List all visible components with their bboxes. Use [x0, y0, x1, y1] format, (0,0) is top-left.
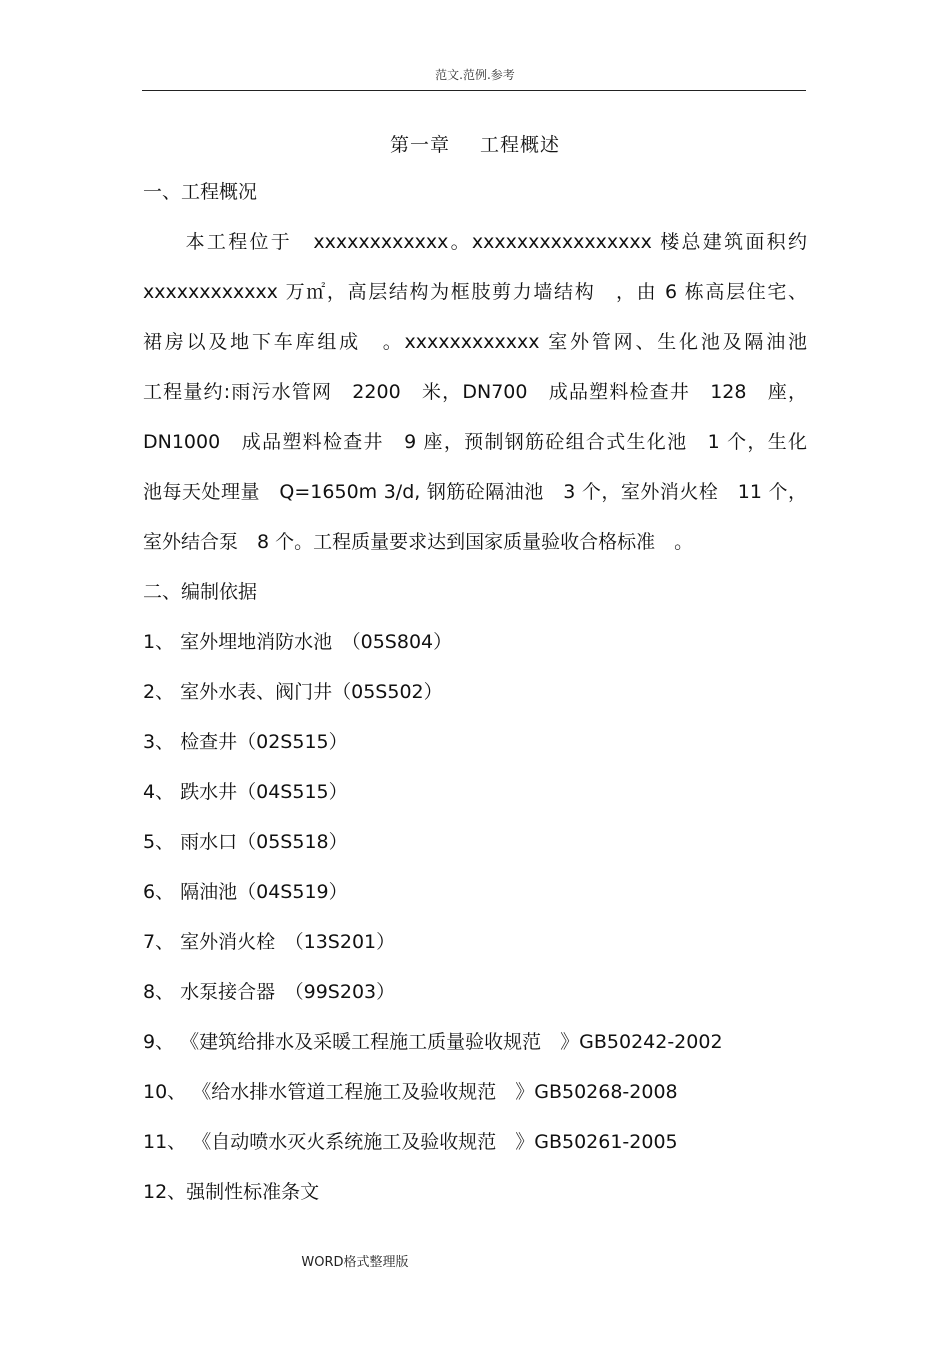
list-item: 6、 隔油池（04S519） — [143, 881, 348, 903]
page-footer: WORD格式整理版 — [301, 1255, 409, 1270]
list-item: 4、 跌水井（04S515） — [143, 781, 348, 803]
paragraph-line: 工程量约:雨污水管网 2200 米，DN700 成品塑料检查井 128 座， — [143, 381, 807, 403]
paragraph-line: 裙房以及地下车库组成 。xxxxxxxxxxxx 室外管网、生化池及隔油池 — [143, 331, 807, 353]
chapter-number: 第一章 — [389, 134, 450, 156]
list-item: 5、 雨水口（05S518） — [143, 831, 348, 853]
header-rule — [142, 90, 806, 91]
list-item: 9、 《建筑给排水及采暖工程施工质量验收规范 》GB50242-2002 — [143, 1031, 723, 1053]
chapter-title — [0, 130, 950, 157]
paragraph-line: 室外结合泵 8 个。工程质量要求达到国家质量验收合格标准 。 — [143, 531, 694, 553]
list-item: 10、 《给水排水管道工程施工及验收规范 》GB50268-2008 — [143, 1081, 678, 1103]
paragraph-line: xxxxxxxxxxxx 万㎡，高层结构为框肢剪力墙结构 ，由 6 栋高层住宅、 — [143, 281, 807, 303]
list-item: 8、 水泵接合器 （99S203） — [143, 981, 396, 1003]
paragraph-line: 池每天处理量 Q=1650m 3/d, 钢筋砼隔油池 3 个，室外消火栓 11 个， — [143, 481, 807, 503]
paragraph-line: DN1000 成品塑料检查井 9 座，预制钢筋砼组合式生化池 1 个，生化 — [143, 431, 807, 453]
list-item: 11、 《自动喷水灭火系统施工及验收规范 》GB50261-2005 — [143, 1131, 678, 1153]
chapter-name: 工程概述 — [480, 134, 561, 156]
list-item: 2、 室外水表、阀门井（05S502） — [143, 681, 443, 703]
section-heading-basis: 二、编制依据 — [143, 581, 258, 603]
list-item: 3、 检查井（02S515） — [143, 731, 348, 753]
page-header: 范文.范例.参考 — [435, 68, 515, 82]
list-item: 1、 室外埋地消防水池 （05S804） — [143, 631, 453, 653]
paragraph-line: 本工程位于 xxxxxxxxxxxx。xxxxxxxxxxxxxxxx 楼总建筑面积约 — [143, 231, 807, 253]
list-item: 7、 室外消火栓 （13S201） — [143, 931, 396, 953]
list-item: 12、强制性标准条文 — [143, 1181, 320, 1203]
section-heading-overview: 一、工程概况 — [143, 181, 258, 203]
